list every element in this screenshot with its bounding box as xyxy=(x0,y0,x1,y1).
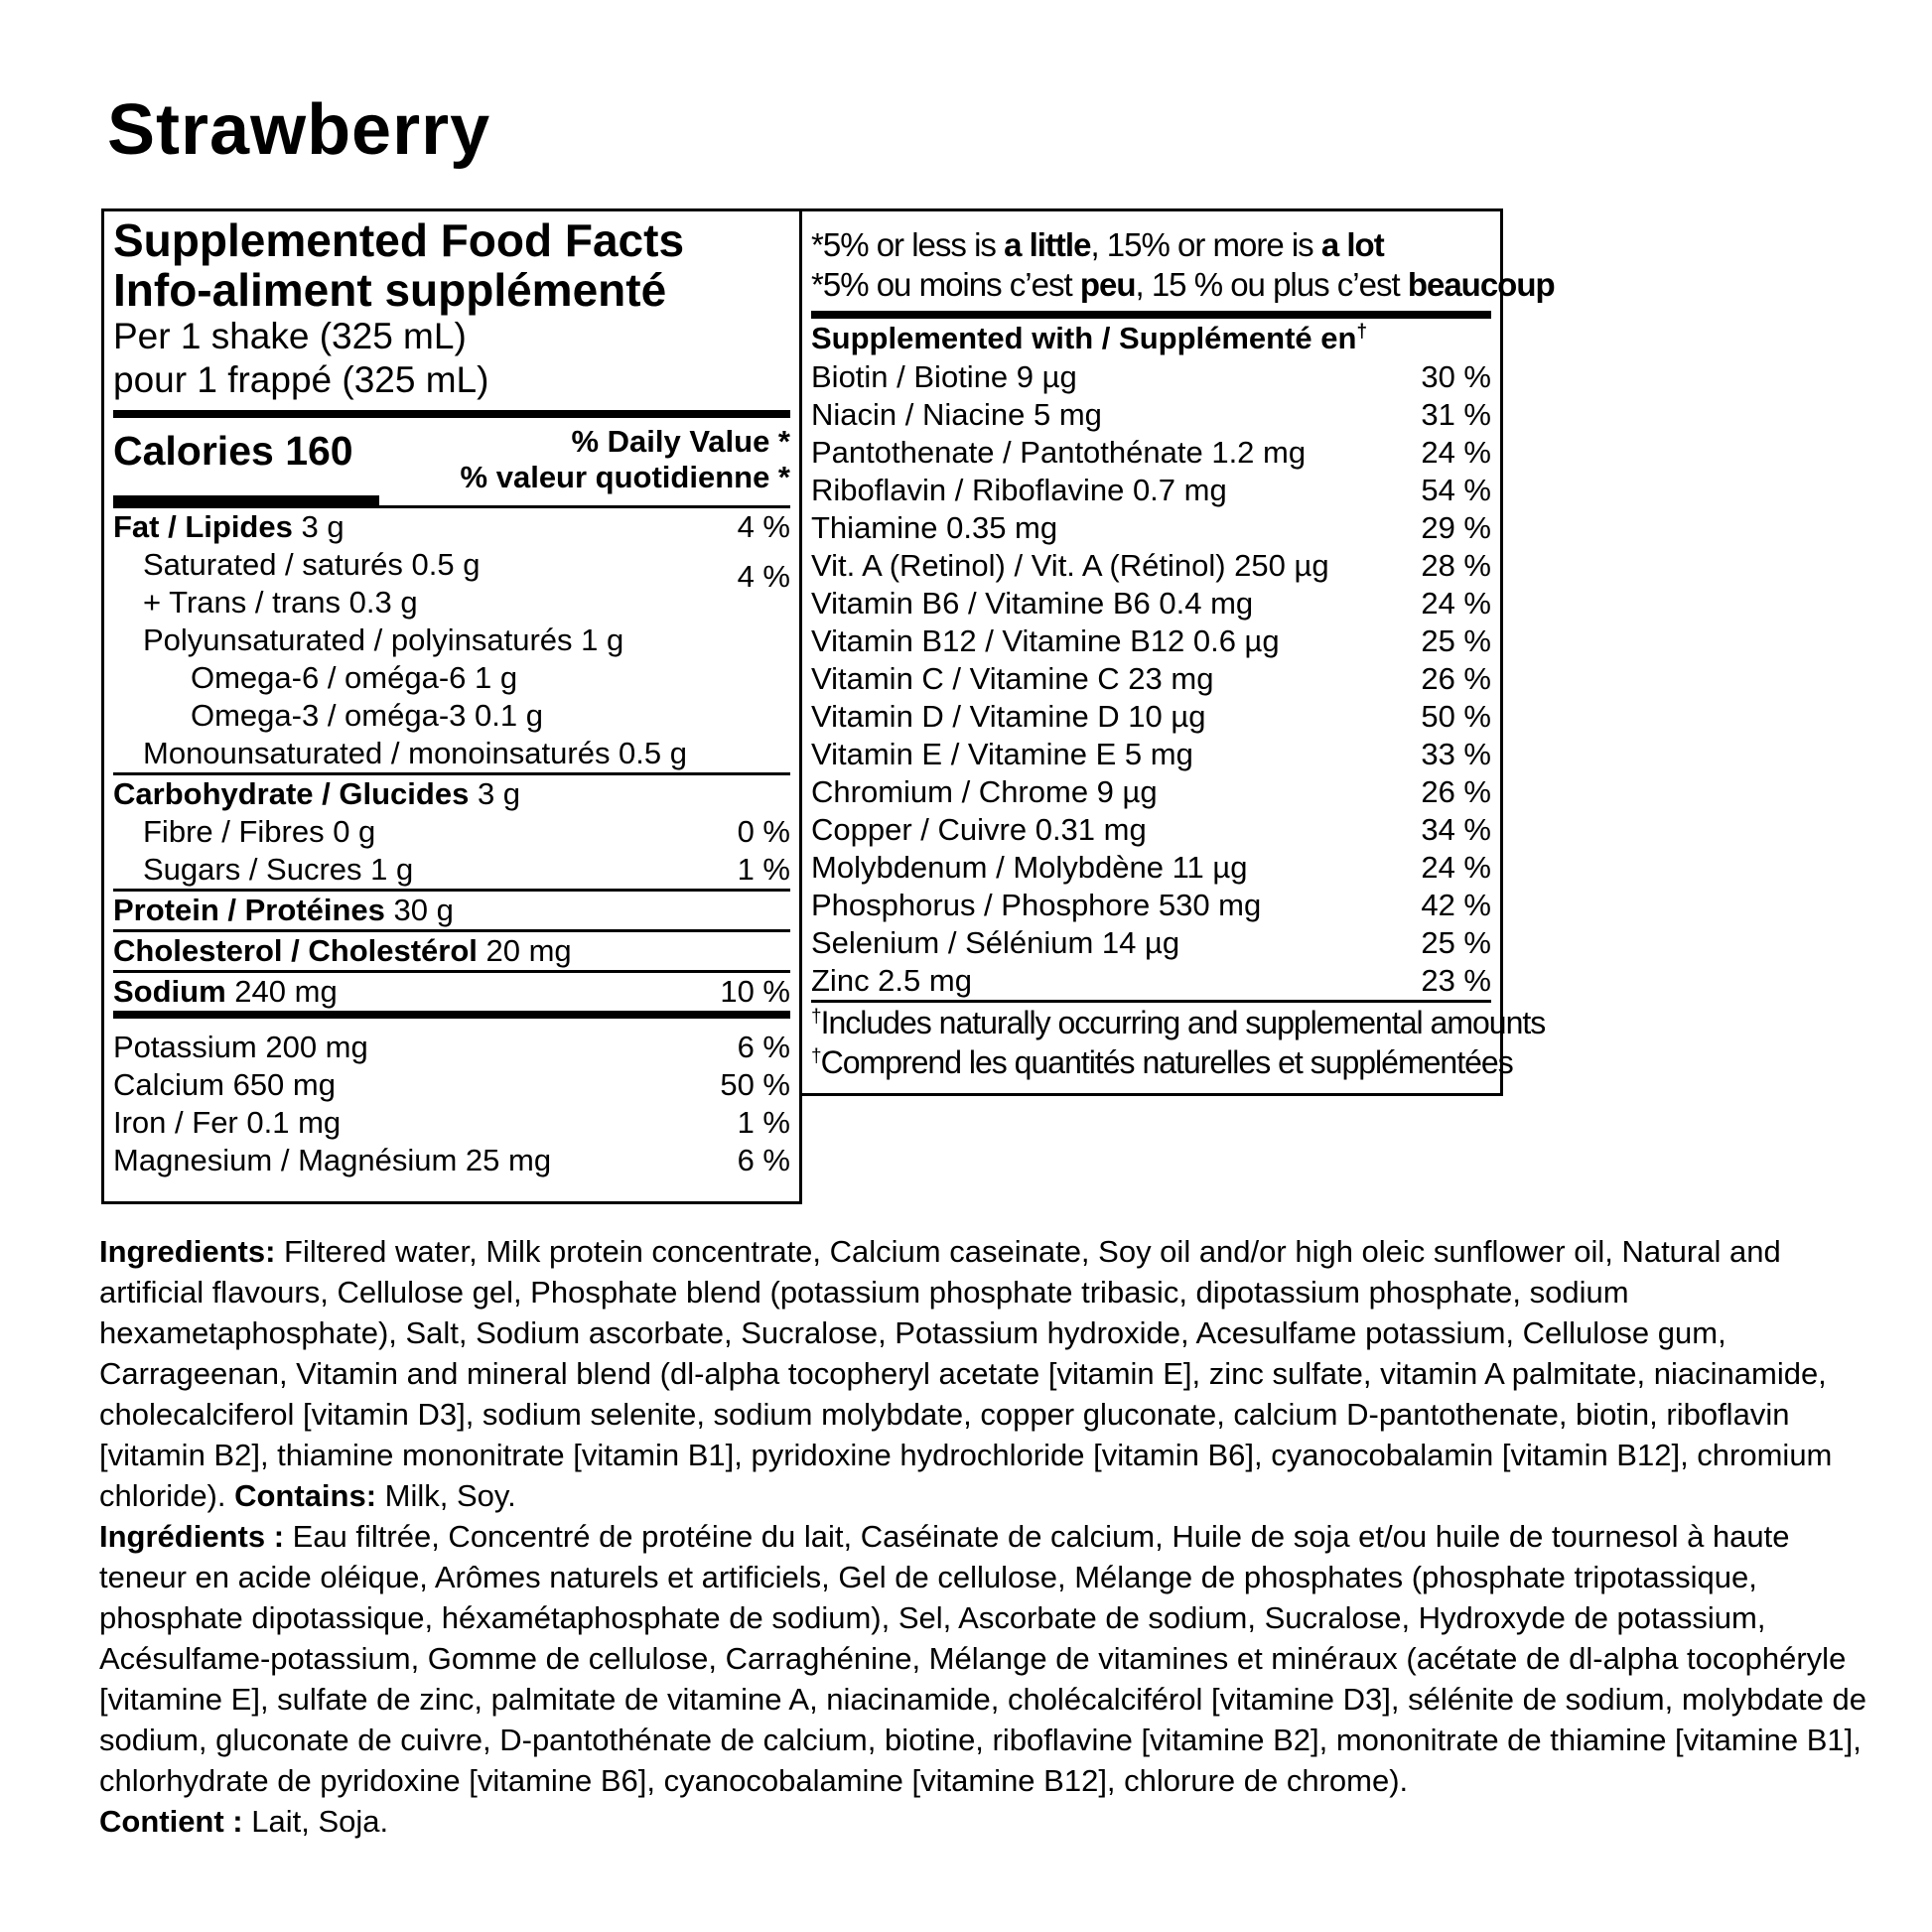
saturated-pct: 4 % xyxy=(737,559,790,594)
legend-text: *5% or less is xyxy=(811,226,1005,263)
facts-title-fr: Info-aliment supplémenté xyxy=(113,264,667,316)
supp-label: Phosphorus / Phosphore 530 mg xyxy=(811,888,1262,922)
supp-row xyxy=(811,698,1491,736)
divider xyxy=(811,311,1491,319)
potassium-label: Potassium 200 mg xyxy=(113,1030,368,1064)
carb-label: Carbohydrate / Glucides xyxy=(113,776,470,811)
supp-row xyxy=(811,622,1491,660)
supp-pct: 24 % xyxy=(1421,435,1491,470)
legend-bold: a lot xyxy=(1320,226,1384,263)
fibre-row xyxy=(113,813,790,851)
ingredients-en xyxy=(99,1231,1876,1516)
supp-row xyxy=(811,849,1491,887)
supp-row xyxy=(811,924,1491,962)
supp-row xyxy=(811,509,1491,547)
calcium-pct: 50 % xyxy=(720,1067,790,1102)
dagger-mark: † xyxy=(811,1006,821,1028)
poly-label: Polyunsaturated / polyinsaturés 1 g xyxy=(143,622,624,657)
serving-size-en: Per 1 shake (325 mL) xyxy=(113,316,467,356)
dagger-mark: † xyxy=(811,1045,821,1067)
omega3-row xyxy=(113,697,790,735)
fat-pct: 4 % xyxy=(737,509,790,544)
ingredients-fr-text: Eau filtrée, Concentré de protéine du lait, Caséinate de calcium, Huile de soja et/ou huile de tournesol à haute teneur en acide oléique, Arômes naturels et artificiels, Gel de cellulose, Mélange de phosphates (phosphate tripotassique, phosphate dipotassique, héxamétaphosphate de sodium), Sel, Ascorbate de sodium, Sucralose, Hydroxyde de potassium, Acésulfame-potassium, Gomme de cellulose, Carraghénine, Mélange de vitamines et minéraux (acétate de dl-alpha tocophéryle [vitamine E], sulfate de zinc, palmitate de vitamine A, niacinamide, cholécalciférol [vitamine D3], sélénite de sodium, molybdate de sodium, gluconate de cuivre, D-pantothénate de calcium, biotine, riboflavine [vitamine B2], mononitrate de thiamine [vitamine B1], chlorhydrate de pyridoxine [vitamine B6], cyanocobalamine [vitamine B12], chlorure de chrome). xyxy=(99,1519,1866,1798)
ingredients-en-text: Filtered water, Milk protein concentrate, Calcium caseinate, Soy oil and/or high oleic sunflower oil, Natural and artificial flavours, Cellulose gel, Phosphate blend (potassium phosphate tribasic, dipotassium phosphate, sodium hexametaphosphate), Salt, Sodium ascorbate, Sucralose, Potassium hydroxide, Acesulfame potassium, Cellulose gum, Carrageenan, Vitamin and mineral blend (dl-alpha tocopheryl acetate [vitamin E], zinc sulfate, vitamin A palmitate, niacinamide, cholecalciferol [vitamin D3], sodium selenite, sodium molybdate, copper gluconate, calcium D-pantothenate, biotin, riboflavin [vitamin B2], thiamine mononitrate [vitamin B1], pyridoxine hydrochloride [vitamin B6], cyanocobalamin [vitamin B12], chromium chloride). xyxy=(99,1234,1833,1513)
potassium-pct: 6 % xyxy=(737,1030,790,1064)
calcium-row xyxy=(113,1066,790,1104)
footnote-en xyxy=(811,1003,1546,1042)
sodium-pct: 10 % xyxy=(720,974,790,1009)
contains-en-label: Contains: xyxy=(234,1478,377,1513)
supp-pct: 30 % xyxy=(1421,359,1491,394)
trans-label: + Trans / trans 0.3 g xyxy=(143,585,418,620)
magnesium-pct: 6 % xyxy=(737,1143,790,1177)
facts-title-en: Supplemented Food Facts xyxy=(113,214,685,266)
saturated-label: Saturated / saturés 0.5 g xyxy=(143,547,481,582)
supp-label: Vitamin C / Vitamine C 23 mg xyxy=(811,661,1214,696)
ingredients-section xyxy=(99,1231,1876,1842)
supp-pct: 23 % xyxy=(1421,963,1491,998)
supp-label: Niacin / Niacine 5 mg xyxy=(811,397,1102,432)
supp-pct: 29 % xyxy=(1421,510,1491,545)
legend-bold: a little xyxy=(1004,226,1091,263)
legend-text: , 15 % ou plus c’est xyxy=(1135,266,1408,303)
carb-amount: 3 g xyxy=(469,776,521,811)
supp-row xyxy=(811,358,1491,396)
supp-row xyxy=(811,660,1491,698)
omega6-row xyxy=(113,659,790,697)
supp-pct: 24 % xyxy=(1421,586,1491,621)
cholesterol-row xyxy=(113,932,790,970)
iron-row xyxy=(113,1104,790,1142)
dv-legend-fr xyxy=(811,265,1555,305)
protein-row xyxy=(113,892,790,929)
supp-pct: 25 % xyxy=(1421,623,1491,658)
fibre-label: Fibre / Fibres 0 g xyxy=(143,814,376,849)
cholesterol-label: Cholesterol / Cholestérol xyxy=(113,933,478,968)
supp-pct: 31 % xyxy=(1421,397,1491,432)
sugars-label: Sugars / Sucres 1 g xyxy=(143,852,414,887)
mono-label: Monounsaturated / monoinsaturés 0.5 g xyxy=(143,736,688,770)
supplemented-heading xyxy=(811,319,1491,358)
polyunsaturated-row xyxy=(113,621,790,659)
supplemented-heading-text: Supplemented with / Supplémenté en xyxy=(811,321,1357,355)
contains-fr-label: Contient : xyxy=(99,1804,243,1839)
supp-pct: 25 % xyxy=(1421,925,1491,960)
supp-pct: 42 % xyxy=(1421,888,1491,922)
serving-size-fr: pour 1 frappé (325 mL) xyxy=(113,359,489,400)
protein-label: Protein / Protéines xyxy=(113,893,385,927)
supp-label: Vitamin D / Vitamine D 10 µg xyxy=(811,699,1206,734)
supp-row xyxy=(811,585,1491,622)
protein-amount: 30 g xyxy=(384,893,454,927)
saturated-row xyxy=(113,546,790,594)
supp-label: Vitamin B6 / Vitamine B6 0.4 mg xyxy=(811,586,1254,621)
supp-pct: 26 % xyxy=(1421,774,1491,809)
supp-row xyxy=(811,773,1491,811)
supp-row xyxy=(811,736,1491,773)
supp-label: Vit. A (Retinol) / Vit. A (Rétinol) 250 µg xyxy=(811,548,1329,583)
contains-fr-text: Lait, Soja. xyxy=(242,1804,389,1839)
supp-pct: 54 % xyxy=(1421,473,1491,507)
supp-pct: 26 % xyxy=(1421,661,1491,696)
daily-value-header-en: % Daily Value * xyxy=(571,424,790,459)
supp-row xyxy=(811,434,1491,472)
carbohydrate-row xyxy=(113,775,790,813)
ingredients-fr-label: Ingrédients : xyxy=(99,1519,285,1554)
fat-label: Fat / Lipides xyxy=(113,509,293,544)
legend-text: *5% ou moins c’est xyxy=(811,266,1080,303)
omega3-label: Omega-3 / oméga-3 0.1 g xyxy=(191,698,543,733)
flavor-title: Strawberry xyxy=(107,90,491,170)
supp-pct: 24 % xyxy=(1421,850,1491,885)
calories-bar xyxy=(113,495,379,505)
omega6-label: Omega-6 / oméga-6 1 g xyxy=(191,660,518,695)
footnote-fr xyxy=(811,1042,1513,1082)
fibre-pct: 0 % xyxy=(737,814,790,849)
sugars-pct: 1 % xyxy=(737,852,790,887)
divider xyxy=(113,1011,790,1019)
legend-text: , 15% or more is xyxy=(1090,226,1321,263)
supp-row xyxy=(811,472,1491,509)
calcium-label: Calcium 650 mg xyxy=(113,1067,336,1102)
contains-fr xyxy=(99,1801,1876,1842)
dv-legend-en xyxy=(811,225,1491,265)
supp-label: Thiamine 0.35 mg xyxy=(811,510,1058,545)
ingredients-fr xyxy=(99,1516,1876,1801)
daily-value-header-fr: % valeur quotidienne * xyxy=(460,460,790,494)
supp-row xyxy=(811,547,1491,585)
supp-pct: 50 % xyxy=(1421,699,1491,734)
supp-label: Molybdenum / Molybdène 11 µg xyxy=(811,850,1248,885)
supp-label: Biotin / Biotine 9 µg xyxy=(811,359,1077,394)
divider xyxy=(113,410,790,418)
supp-pct: 28 % xyxy=(1421,548,1491,583)
calories: Calories 160 xyxy=(113,428,353,474)
supp-row xyxy=(811,887,1491,924)
footnote-en-text: Includes naturally occurring and supplemental amounts xyxy=(820,1005,1546,1040)
monounsaturated-row xyxy=(113,735,790,772)
supp-label: Riboflavin / Riboflavine 0.7 mg xyxy=(811,473,1227,507)
supp-label: Zinc 2.5 mg xyxy=(811,963,972,998)
supp-row xyxy=(811,811,1491,849)
sugars-row xyxy=(113,851,790,889)
iron-pct: 1 % xyxy=(737,1105,790,1140)
sodium-label: Sodium xyxy=(113,974,226,1009)
contains-en-text: Milk, Soy. xyxy=(376,1478,516,1513)
ingredients-en-label: Ingredients: xyxy=(99,1234,276,1269)
magnesium-row xyxy=(113,1142,790,1179)
sodium-amount: 240 mg xyxy=(225,974,338,1009)
supp-pct: 33 % xyxy=(1421,737,1491,771)
footnote-fr-text: Comprend les quantités naturelles et supplémentées xyxy=(820,1044,1513,1080)
legend-bold: peu xyxy=(1079,266,1136,303)
fat-row xyxy=(113,508,790,546)
dagger-mark: † xyxy=(1356,321,1368,343)
supp-pct: 34 % xyxy=(1421,812,1491,847)
potassium-row xyxy=(113,1029,790,1066)
fat-amount: 3 g xyxy=(292,509,345,544)
magnesium-label: Magnesium / Magnésium 25 mg xyxy=(113,1143,552,1177)
supp-label: Vitamin B12 / Vitamine B12 0.6 µg xyxy=(811,623,1280,658)
supp-row xyxy=(811,962,1491,1000)
supp-label: Pantothenate / Pantothénate 1.2 mg xyxy=(811,435,1307,470)
supp-label: Chromium / Chrome 9 µg xyxy=(811,774,1158,809)
supp-row xyxy=(811,396,1491,434)
supp-label: Vitamin E / Vitamine E 5 mg xyxy=(811,737,1193,771)
calories-block xyxy=(113,418,790,501)
supplemented-list xyxy=(811,358,1491,1000)
nutrition-facts-panel xyxy=(101,208,802,1204)
supp-label: Selenium / Sélénium 14 µg xyxy=(811,925,1180,960)
legend-bold: beaucoup xyxy=(1407,266,1555,303)
cholesterol-amount: 20 mg xyxy=(477,933,572,968)
trans-row xyxy=(113,584,790,621)
iron-label: Iron / Fer 0.1 mg xyxy=(113,1105,342,1140)
sodium-row xyxy=(113,973,790,1011)
supp-label: Copper / Cuivre 0.31 mg xyxy=(811,812,1147,847)
supplemented-panel xyxy=(802,208,1555,1096)
